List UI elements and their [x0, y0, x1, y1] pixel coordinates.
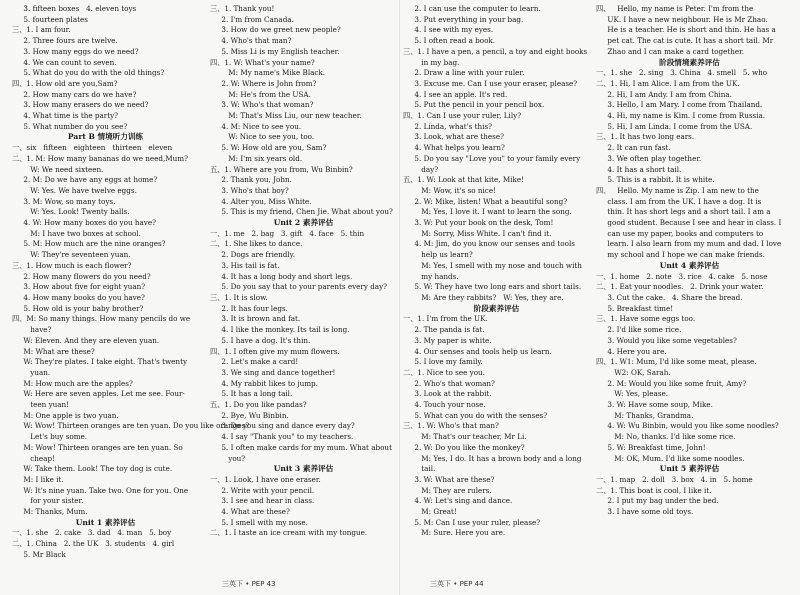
text-line: 5. Do you say that to your parents every day? [210, 282, 387, 292]
text-line: M: I'm six years old. [210, 153, 303, 163]
text-line: M: That's Miss Liu, our new teacher. [210, 111, 362, 121]
text-line: 2. Who's that woman? [403, 378, 495, 388]
text-line: M: What are these? [12, 346, 95, 356]
text-column-3 [403, 4, 590, 539]
text-line: 4. It has a short tail. [596, 164, 682, 174]
text-line: M: Wow! Thirteen oranges are ten yuan. So [12, 442, 183, 452]
text-line: 一、1. I'm from the UK. [403, 314, 488, 324]
text-line: have? [12, 325, 52, 335]
text-line: 5. What number do you see? [12, 121, 128, 131]
text-line: 一、1. Look, I have one eraser. [210, 474, 321, 484]
text-line: 4. My rabbit likes to jump. [210, 378, 318, 388]
text-line: 5. What do you do with the old things? [12, 68, 165, 78]
text-line: W: It's nine yuan. Take two. One for you. One [12, 485, 189, 495]
text-line: 2. I put my bag under the bed. [596, 496, 719, 506]
text-line: 二、1. China 2. the UK 3. students 4. girl [12, 539, 175, 549]
text-line: 4. M: Nice to see you. [210, 121, 302, 131]
text-line: 二、1. M: How many bananas do we need,Mum? [12, 153, 188, 163]
text-line: 一、1. map 2. doll 3. box 4. in 5. home [596, 474, 753, 484]
text-line: 三、1. Have some eggs too. [596, 314, 696, 324]
text-line: 4. Touch your nose. [403, 400, 486, 410]
text-line: 4. How many books do you have? [12, 292, 145, 302]
text-line: 4. We can count to seven. [12, 57, 117, 67]
text-line: can use my paper, books and computers to [596, 228, 764, 238]
text-line: 3. I have some old toys. [596, 507, 694, 517]
text-line: my hands. [403, 271, 459, 281]
text-line: 3. Who's that boy? [210, 185, 289, 195]
text-line: 5. fourteen plates [12, 14, 88, 24]
text-line: 二、1. I taste an ice cream with my tongue. [210, 528, 368, 538]
text-line: M: My name's Mike Black. [210, 68, 326, 78]
text-line: M: That's our teacher, Mr Li. [403, 432, 527, 442]
text-line: 5. Breakfast time! [596, 303, 674, 313]
text-line: W: Here are seven apples. Let me see. Four- [12, 389, 185, 399]
text-line: 四、1. How old are you,Sam? [12, 78, 118, 88]
text-line: 2. The panda is fat. [403, 325, 485, 335]
section-heading: Unit 1 素养评估 [75, 517, 136, 527]
text-line: 3. We sing and dance together! [210, 367, 336, 377]
text-line: M: Yes, I do. It has a brown body and a long [403, 453, 582, 463]
text-line: 三、1. How much is each flower? [12, 260, 132, 270]
text-line: 3. Cut the cake. 4. Share the bread. [596, 292, 743, 302]
text-line: 3. How do we greet new people? [210, 25, 341, 35]
text-line: my school and I hope we can make friends. [596, 250, 765, 260]
text-line: 3. M: Wow, so many toys. [12, 196, 116, 206]
text-line: Zhao and I can make a card together. [596, 46, 745, 56]
text-line: 3. Look at the rabbit. [403, 389, 492, 399]
text-line: 4. Our senses and tools help us learn. [403, 346, 552, 356]
text-line: 3. W: What are these? [403, 474, 495, 484]
text-line: 5. Hi, I am Linda. I come from the USA. [596, 121, 753, 131]
text-line: 四、 Hello. My name is Zip. I am new to the [596, 185, 759, 195]
text-line: 4. Who's that man? [210, 36, 292, 46]
text-line: 3. W: Who's that woman? [210, 100, 314, 110]
text-line: 一、1. she 2. cake 3. dad 4. man 5. boy [12, 528, 172, 538]
text-line: 5. I smell with my nose. [210, 517, 308, 527]
text-line: 2. W: Mike, listen! What a beautiful song? [403, 196, 568, 206]
text-line: 3. Would you like some vegetables? [596, 335, 737, 345]
text-line: W: Wow! Thirteen oranges are ten yuan. Do you like oranges? [12, 421, 250, 431]
text-line: 3. fifteen boxes 4. eleven toys [12, 4, 137, 13]
text-line: 2. Linda, what's this? [403, 121, 492, 131]
text-line: 5. I often read a book. [403, 36, 496, 46]
text-line: 4. I see an apple. It's red. [403, 89, 508, 99]
text-line: W: Nice to see you, too. [210, 132, 315, 142]
text-line: pet cat. The cat is cute. It has a short tail. Mr [596, 36, 774, 46]
text-line: 5. Put the pencil in your pencil box. [403, 100, 545, 110]
text-line: 4. Hi, my name is Kim. I come from Russia. [596, 111, 766, 121]
text-line: M: Yes, I love it. I want to learn the song. [403, 207, 572, 217]
text-line: 5. Do you say "Love you" to your family every [403, 153, 581, 163]
text-line: class. I am from the UK. I have a dog. It is [596, 196, 762, 206]
text-line: 3. Do you sing and dance every day? [210, 421, 355, 431]
text-line: W: We need sixteen. [12, 164, 104, 174]
text-line: 2. M: Do we have any eggs at home? [12, 175, 158, 185]
text-line: 4. I see with my eyes. [403, 25, 494, 35]
text-line: 三、1. Thank you! [210, 4, 275, 13]
text-line: 3. His tail is fat. [210, 260, 280, 270]
text-line: you? [210, 453, 246, 463]
text-line: W: They're seventeen yuan. [12, 250, 131, 260]
text-line: 2. Draw a line with your ruler. [403, 68, 525, 78]
text-line: 四、M: So many things. How many pencils do we [12, 314, 191, 324]
text-line: 一、1. home 2. note 3. rice 4. cake 5. nose [596, 271, 768, 281]
text-line: 四、1. W1: Mum, I'd like some meat, please. [596, 357, 757, 367]
text-line: 5. W: How old are you, Sam? [210, 143, 327, 153]
text-line: M: They are rulers. [403, 485, 492, 495]
text-line: for your sister. [12, 496, 84, 506]
text-line: 2. How many flowers do you need? [12, 271, 151, 281]
text-line: 3. We often play together. [596, 153, 702, 163]
footer-right-page-number: 三英下 • PEP 44 [430, 580, 484, 588]
text-line: 2. Let's make a card! [210, 357, 299, 367]
section-heading: Unit 2 素养评估 [273, 218, 334, 228]
text-line: 4. W: Let's sing and dance. [403, 496, 513, 506]
section-heading: Unit 4 素养评估 [659, 260, 720, 270]
text-line: 5. This is a rabbit. It is white. [596, 175, 715, 185]
text-column-2 [210, 4, 397, 539]
text-line: 3. How many erasers do we need? [12, 100, 149, 110]
text-line: 三、1. W: Who's that man? [403, 421, 499, 431]
text-line: 五、1. Where are you from, Wu Binbin? [210, 164, 353, 174]
text-line: 3. Look, what are these? [403, 132, 504, 142]
text-line: He is a teacher. He is short and thin. He has a [596, 25, 776, 35]
section-heading: Unit 3 素养评估 [273, 464, 334, 474]
text-line: 2. It has four legs. [210, 303, 288, 313]
text-line: 二、1. Hi, I am Alice. I am from the UK. [596, 78, 740, 88]
text-line: 三、1. It is slow. [210, 292, 268, 302]
text-line: 4. It has a long body and short legs. [210, 271, 353, 281]
text-line: 五、1. W: Look at that kite, Mike! [403, 175, 525, 185]
text-line: 3. Hello, I am Mary. I come from Thailand. [596, 100, 763, 110]
text-line: tail. [403, 464, 436, 474]
text-line: M: I have two boxes at school. [12, 228, 141, 238]
text-line: 四、1. Can I use your ruler, Lily? [403, 111, 522, 121]
text-line: 二、1. Nice to see you. [403, 367, 485, 377]
text-line: W: Take them. Look! The toy dog is cute. [12, 464, 173, 474]
text-line: M: Sorry, Miss White. I can't find it. [403, 228, 552, 238]
text-line: Let's buy some. [12, 432, 88, 442]
text-line: 4. What time is the party? [12, 111, 119, 121]
text-line: 4. W: How many boxes do you have? [12, 218, 156, 228]
text-line: cheap! [12, 453, 55, 463]
text-line: thin. It has short legs and a short tail. I am a [596, 207, 771, 217]
text-line: 一、six fifteen eighteen thirteen eleven [12, 143, 173, 153]
section-heading: Part B 情境听力训练 [67, 132, 144, 142]
text-line: 3. How about five for eight yuan? [12, 282, 146, 292]
section-heading: 阶段素养评估 [473, 303, 520, 313]
text-line: 3. W: Put your book on the desk, Tom! [403, 218, 554, 228]
text-line: 三、1. It has two long ears. [596, 132, 695, 142]
text-line: W: Yes, please. [596, 389, 669, 399]
text-line: 2. How many cars do we have? [12, 89, 137, 99]
text-line: 4. I say "Thank you" to my teachers. [210, 432, 354, 442]
text-line: 2. It can run fast. [596, 143, 671, 153]
page-spine-divider [399, 0, 400, 595]
text-line: 三、1. I am four. [12, 25, 71, 35]
text-line: day? [403, 164, 439, 174]
text-line: teen yuan! [12, 400, 70, 410]
text-line: 5. M: How much are the nine oranges? [12, 239, 166, 249]
text-line: 2. Dogs are friendly. [210, 250, 296, 260]
text-line: 2. I can use the computer to learn. [403, 4, 541, 13]
text-line: 5. I often make cards for my mum. What about [210, 442, 392, 452]
text-line: W2: OK, Sarah. [596, 367, 671, 377]
text-line: 四、1. W: What's your name? [210, 57, 315, 67]
text-column-4 [596, 4, 783, 518]
section-heading: 阶段情境素养评估 [659, 57, 720, 67]
text-line: learn. I also learn from my mum and dad. I love [596, 239, 782, 249]
text-line: 3. How many eggs do we need? [12, 46, 139, 56]
text-line: 5. It has a long tail. [210, 389, 293, 399]
text-line: W: Yes. Look! Twenty balls. [12, 207, 130, 217]
text-line: 4. Alter you, Miss White. [210, 196, 312, 206]
text-line: 3. Excuse me. Can I use your eraser, please? [403, 78, 578, 88]
text-line: 5. This is my friend, Chen Jie. What about you? [210, 207, 393, 217]
text-line: yuan. [12, 367, 51, 377]
text-line: M: Thanks, Grandma. [596, 410, 694, 420]
text-line: W: They're plates. I take eight. That's twenty [12, 357, 188, 367]
text-line: M: No, thanks. I'd like some rice. [596, 432, 736, 442]
text-line: 三、1. I have a pen, a pencil, a toy and eight books [403, 46, 588, 56]
text-line: 2. I'm from Canada. [210, 14, 294, 24]
text-line: 4. What are these? [210, 507, 290, 517]
text-line: 四、1. I often give my mum flowers. [210, 346, 340, 356]
text-line: 2. Three fours are twelve. [12, 36, 118, 46]
text-line: 5. W: They have two long ears and short tails. [403, 282, 582, 292]
text-line: 一、1. she 2. sing 3. China 4. smell 5. who [596, 68, 768, 78]
text-line: 4. W: Wu Binbin, would you like some noodles? [596, 421, 779, 431]
text-line: M: He's from the USA. [210, 89, 311, 99]
text-line: 2. I'd like some rice. [596, 325, 682, 335]
section-heading: Unit 5 素养评估 [659, 464, 720, 474]
text-line: 3. Put everything in your bag. [403, 14, 524, 24]
text-line: 二、1. She likes to dance. [210, 239, 303, 249]
text-line: 二、1. Eat your noodles. 2. Drink your water. [596, 282, 764, 292]
text-line: 3. W: Have some soup, Mike. [596, 400, 713, 410]
text-line: 2. Write with your pencil. [210, 485, 315, 495]
text-line: 3. My paper is white. [403, 335, 492, 345]
text-line: UK. I have a new neighbour. He is Mr Zhao. [596, 14, 768, 24]
text-line: 5. I love my family. [403, 357, 483, 367]
text-line: 四、 Hello, my name is Peter. I'm from the [596, 4, 754, 13]
text-line: 5. W: Breakfast time, John! [596, 442, 706, 452]
text-line: 3. It is brown and fat. [210, 314, 301, 324]
text-line: 2. M: Would you like some fruit, Amy? [596, 378, 747, 388]
text-line: 4. Here you are. [596, 346, 667, 356]
text-line: M: OK, Mum. I'd like some noodles. [596, 453, 745, 463]
text-line: 2. W: Where is John from? [210, 78, 317, 88]
text-line: 2. Hi, I am Andy. I am from China. [596, 89, 732, 99]
text-line: 5. Miss Li is my English teacher. [210, 46, 340, 56]
text-line: 2. W: Do you like the monkey? [403, 442, 525, 452]
text-line: 3. I see and hear in class. [210, 496, 315, 506]
text-line: in my bag. [403, 57, 460, 67]
text-line: help us learn? [403, 250, 473, 260]
text-line: M: Thanks, Mum. [12, 507, 88, 517]
text-line: M: One apple is two yuan. [12, 410, 119, 420]
text-line: 5. M: Can I use your ruler, please? [403, 517, 541, 527]
text-line: 4. What helps you learn? [403, 143, 505, 153]
text-line: M: Great! [403, 507, 457, 517]
text-line: 5. How old is your baby brother? [12, 303, 144, 313]
text-line: M: How much are the apples? [12, 378, 133, 388]
text-line: 5. I have a dog. It's thin. [210, 335, 311, 345]
footer-left-page-number: 三英下 • PEP 43 [222, 580, 276, 588]
text-line: M: I like it. [12, 474, 64, 484]
text-line: 5. What can you do with the senses? [403, 410, 548, 420]
text-line: 4. I like the monkey. Its tail is long. [210, 325, 350, 335]
text-line: M: Wow, it's so nice! [403, 185, 496, 195]
text-line: 4. M: Jim, do you know our senses and tools [403, 239, 575, 249]
text-line: M: Yes, I smell with my nose and touch with [403, 260, 582, 270]
text-line: 五、1. Do you like pandas? [210, 400, 307, 410]
text-line: 一、1. me 2. bag 3. gift 4. face 5. thin [210, 228, 365, 238]
text-line: M: Are they rabbits? W: Yes, they are. [403, 292, 564, 302]
text-line: 二、1. This boat is cool, I like it. [596, 485, 712, 495]
text-line: 2. Bye, Wu Binbin. [210, 410, 289, 420]
text-line: W: Yes. We have twelve eggs. [12, 185, 137, 195]
text-line: W: Eleven. And they are eleven yuan. [12, 335, 160, 345]
text-line: 2. Thank you, John. [210, 175, 292, 185]
text-line: 5. Mr Black [12, 549, 66, 559]
text-line: good student. Because I see and hear in class. I [596, 218, 782, 228]
text-line: M: Sure. Here you are. [403, 528, 506, 538]
